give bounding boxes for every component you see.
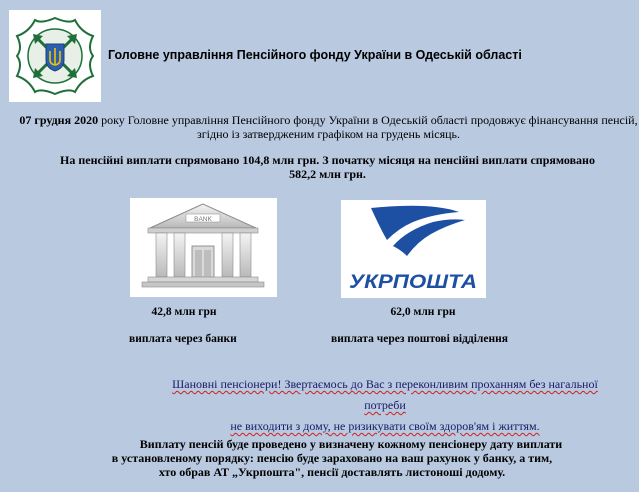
bank-image — [130, 198, 277, 297]
appeal-paragraph — [150, 374, 620, 437]
pension-fund-emblem — [9, 10, 101, 102]
closing-paragraph — [93, 437, 571, 479]
page-title: Головне управління Пенсійного фонду України в Одеській області — [108, 48, 522, 62]
appeal-line1: Шановні пенсіонери! Звертаємось до Вас з переконливим проханням без нагальної потреби — [172, 377, 598, 412]
intro-date: 07 грудня 2020 — [19, 113, 99, 127]
ukrposhta-wordmark: УКРПОШТА — [349, 272, 477, 293]
intro-text-line2: згідно із затвердженим графіком на грудень місяць. — [196, 127, 461, 141]
closing-line2: в установленому порядку: пенсію буде зараховано на ваш рахунок у банку, а тим, — [111, 451, 553, 465]
appeal-line2: не виходити з дому, не ризикувати своїм здоров'ям і життям. — [230, 419, 540, 433]
funding-line2: 582,2 млн грн. — [289, 167, 366, 181]
ukrposhta-logo-icon — [341, 200, 486, 298]
closing-line3: хто обрав АТ „Укрпошта", пенсії доставлять листоноші додому. — [158, 465, 506, 479]
bank-building-icon — [130, 198, 277, 297]
bank-label: виплата через банки — [129, 333, 237, 345]
bank-sign: BANK — [194, 216, 212, 223]
funding-line1: На пенсійні виплати спрямовано 104,8 млн грн. З початку місяця на пенсійні виплати спрямовано — [60, 153, 595, 167]
bank-amount: 42,8 млн грн — [151, 306, 217, 318]
post-amount: 62,0 млн грн — [390, 306, 456, 318]
funding-summary — [40, 153, 615, 181]
post-label: виплата через поштові відділення — [331, 333, 508, 345]
intro-text: року Головне управління Пенсійного фонду України в Одеській області продовжує фінансування пенсій, — [98, 113, 638, 127]
emblem-icon — [9, 10, 101, 102]
intro-paragraph — [18, 113, 639, 141]
ukrposhta-logo — [341, 200, 486, 298]
closing-line1: Виплату пенсій буде проведено у визначену кожному пенсіонеру дату виплати — [139, 437, 563, 451]
